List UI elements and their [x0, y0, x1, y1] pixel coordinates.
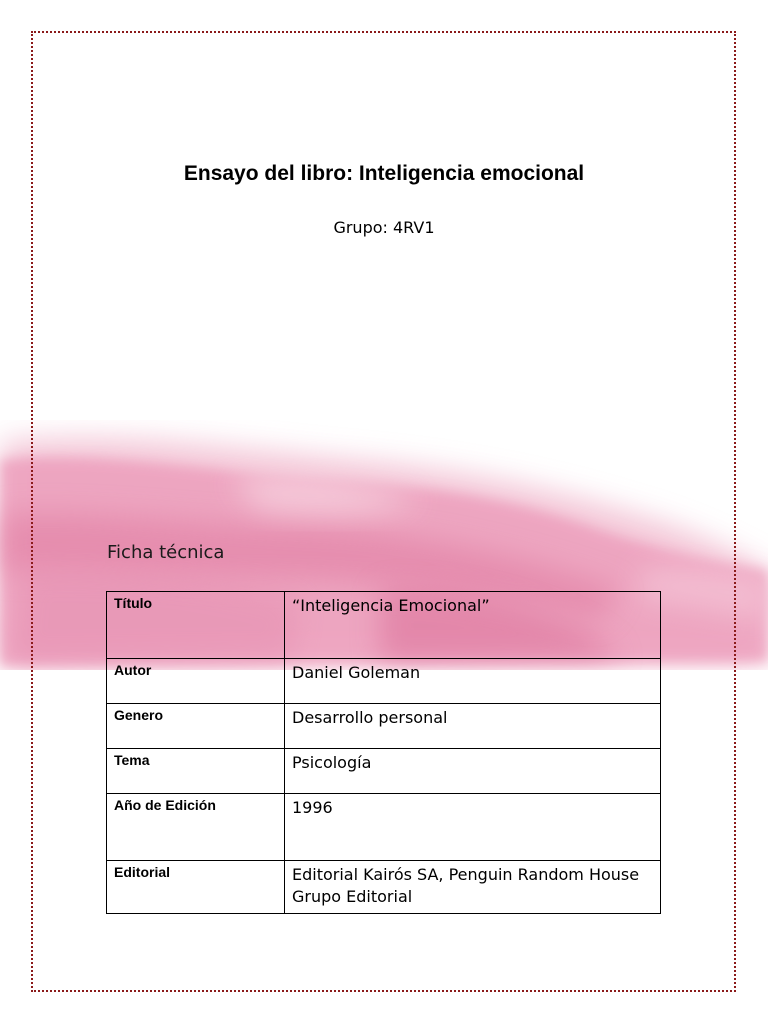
- row-value: Editorial Kairós SA, Penguin Random House Grupo Editorial: [285, 861, 661, 914]
- table-row: [107, 861, 661, 914]
- row-value: Psicología: [285, 749, 661, 794]
- row-label: Año de Edición: [107, 794, 285, 861]
- row-value: 1996: [285, 794, 661, 861]
- table-row: [107, 794, 661, 861]
- table-row: [107, 749, 661, 794]
- row-value: Desarrollo personal: [285, 704, 661, 749]
- ficha-tecnica-heading: Ficha técnica: [107, 542, 225, 563]
- table-row: [107, 592, 661, 659]
- row-value: Daniel Goleman: [285, 659, 661, 704]
- group-label: Grupo: 4RV1: [333, 218, 435, 237]
- row-label: Tema: [107, 749, 285, 794]
- document-title: Ensayo del libro: Inteligencia emocional: [183, 162, 585, 185]
- row-value: “Inteligencia Emocional”: [285, 592, 661, 659]
- ficha-tecnica-table: [106, 591, 661, 914]
- row-label: Título: [107, 592, 285, 659]
- row-label: Autor: [107, 659, 285, 704]
- table-row: [107, 704, 661, 749]
- row-label: Editorial: [107, 861, 285, 914]
- row-label: Genero: [107, 704, 285, 749]
- table-row: [107, 659, 661, 704]
